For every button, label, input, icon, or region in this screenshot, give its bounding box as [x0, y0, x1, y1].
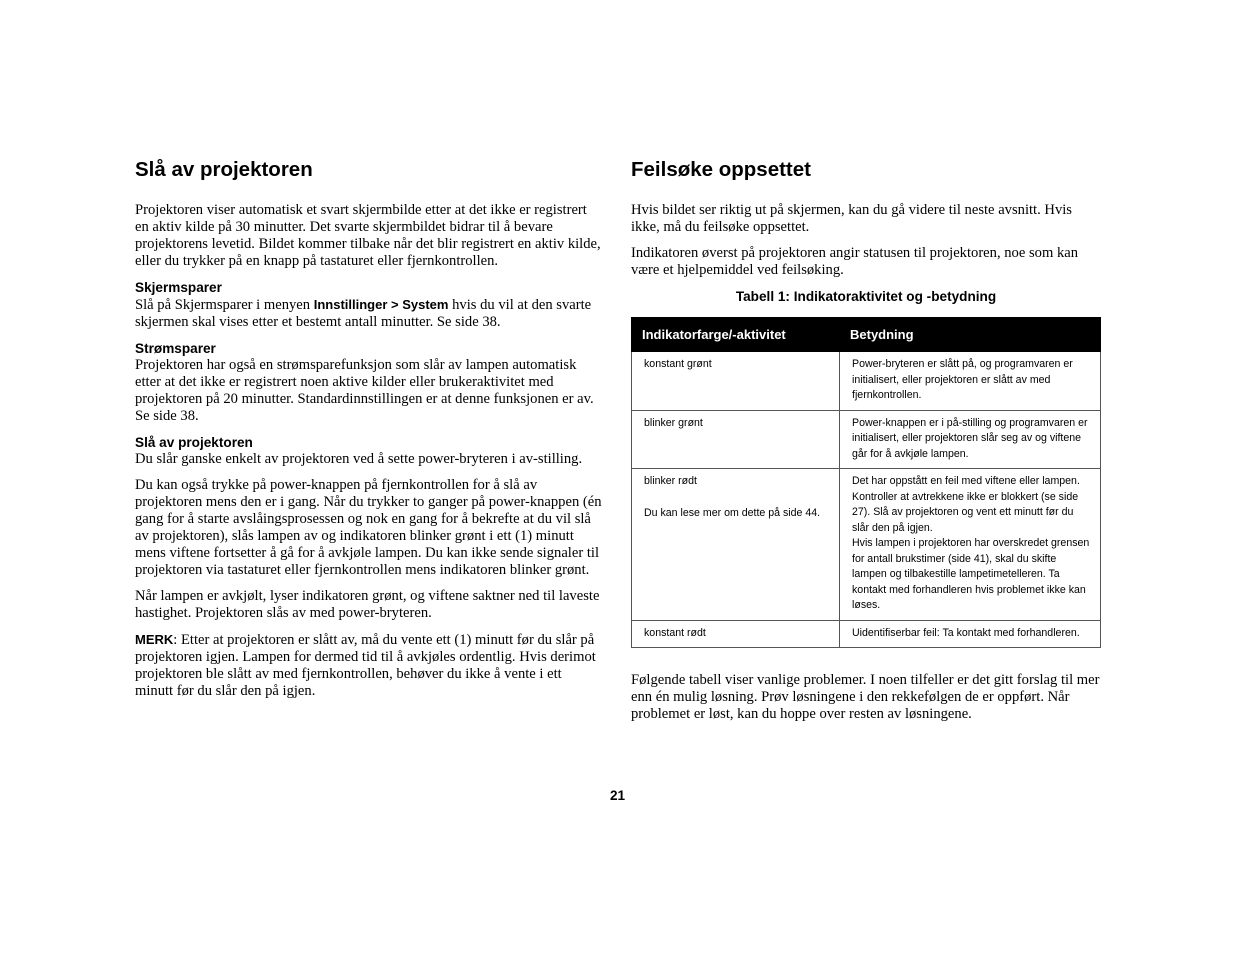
meaning-cell: Power-bryteren er slått på, og programvaren er initialisert, eller projektoren er slått av med fjernkontrollen. — [840, 352, 1101, 411]
table-row — [632, 469, 1101, 621]
table-row — [632, 620, 1101, 648]
shutdown-paragraph-1: Du slår ganske enkelt av projektoren ved å sette power-bryteren i av-stilling. — [135, 451, 583, 467]
troubleshoot-paragraph-3: Følgende tabell viser vanlige problemer. I noen tilfeller er det gitt forslag til mer enn én mulig løsning. Prøv løsningene i den rekkefølgen de er oppført. Når problemet er løst, kan du hoppe over resten av løsningene. — [631, 672, 1100, 722]
right-column — [631, 158, 1101, 723]
table-row — [632, 410, 1101, 469]
cell-spacer — [644, 490, 829, 506]
meaning-cell — [840, 469, 1101, 621]
indicator-cell — [632, 469, 840, 621]
troubleshoot-paragraph-1: Hvis bildet ser riktig ut på skjermen, kan du gå videre til neste avsnitt. Hvis ikke, må du feilsøke oppsettet. — [631, 202, 1072, 235]
indicator-label: blinker rødt — [644, 475, 697, 487]
table-row — [632, 352, 1101, 411]
meaning-cell: Uidentifiserbar feil: Ta kontakt med forhandleren. — [840, 620, 1101, 648]
left-column — [135, 158, 602, 700]
screensaver-text-post: hvis du vil at den svarte skjermen skal vises etter et bestemt antall minutter. Se side 38. — [135, 297, 592, 330]
meaning-text-2: Hvis lampen i projektoren har overskredet grensen for antall brukstimer (side 41), skal du skifte lampen og tilbakestille lampetimetelleren. Ta kontakt med forhandleren hvis problemet ikke kan løses. — [852, 537, 1090, 611]
note-paragraph — [135, 631, 602, 700]
indicator-note: Du kan lese mer om dette på side 44. — [644, 506, 821, 519]
screensaver-paragraph — [135, 296, 602, 331]
screensaver-heading: Skjermsparer — [135, 280, 222, 295]
powersave-paragraph: Projektoren har også en strømsparefunksjon som slår av lampen automatisk etter at det ikke er registrert noen aktive kilder eller brukeraktivitet med projektoren på 20 minutter. Standardinnstillingen er at denne funksjonen er av. Se side 38. — [135, 357, 594, 424]
meaning-text-1: Det har oppstått en feil med viftene eller lampen. Kontroller at avtrekkene ikke er blokkert (se side 27). Slå av projektoren og vent ett minutt før du slår den på igjen. — [852, 475, 1080, 534]
troubleshoot-paragraph-2: Indikatoren øverst på projektoren angir statusen til projektoren, noe som kan være et hjelpemiddel ved feilsøking. — [631, 245, 1079, 278]
note-text: : Etter at projektoren er slått av, må du vente ett (1) minutt før du slår på projektoren igjen. Lampen for dermed tid til å avkjøles ordentlig. Hvis derimot projektoren ble slått av med fjernkontrollen, behøver du ikke å vente i ett minutt før du slår den på igjen. — [135, 632, 596, 699]
indicator-cell: konstant grønt — [632, 352, 840, 411]
indicator-cell: konstant rødt — [632, 620, 840, 648]
screensaver-text-pre: Slå på Skjermsparer i menyen — [135, 297, 314, 313]
table-header-indicator: Indikatorfarge/-aktivitet — [632, 318, 840, 352]
indicator-table — [631, 317, 1101, 648]
section-title-troubleshoot: Feilsøke oppsettet — [631, 158, 811, 181]
shutdown-paragraph-3: Når lampen er avkjølt, lyser indikatoren grønt, og viftene saktner ned til laveste hastighet. Projektoren slås av med power-bryteren. — [135, 588, 600, 621]
table-header-row — [632, 318, 1101, 352]
menu-path: Innstillinger > System — [313, 297, 449, 312]
table-header-meaning: Betydning — [840, 318, 1101, 352]
intro-paragraph: Projektoren viser automatisk et svart skjermbilde etter at det ikke er registrert en aktiv kilde på 30 minutter. Det svarte skjermbildet bidrar til å bevare projektorens levetid. Bildet kommer tilbake når det blir registrert en aktiv kilde, eller du trykker på en knapp på tastaturet eller fjernkontrollen. — [135, 202, 601, 269]
powersave-heading: Strømsparer — [135, 341, 216, 356]
section-title-shutdown: Slå av projektoren — [135, 158, 313, 181]
page-number: 21 — [609, 788, 626, 803]
note-label: MERK — [135, 632, 174, 647]
shutdown-paragraph-2: Du kan også trykke på power-knappen på fjernkontrollen for å slå av projektoren mens den er i gang. Når du trykker to ganger på power-knappen (én gang for å starte avslåingsprosessen og nok en gang for å bekrefte at du vil slå av projektoren), slås lampen av og indikatoren blinker grønt i ett (1) minutt mens viftene fortsetter å gå for å avkjøle lampen. Du kan ikke sende signaler til projektoren via tastaturet eller fjernkontrollen mens indikatoren blinker grønt. — [135, 477, 602, 578]
shutdown-heading: Slå av projektoren — [135, 435, 253, 450]
table-caption: Tabell 1: Indikatoraktivitet og -betydning — [735, 289, 997, 304]
indicator-cell: blinker grønt — [632, 410, 840, 469]
meaning-cell: Power-knappen er i på-stilling og programvaren er initialisert, eller projektoren slår seg av og viftene går for å avkjøle lampen. — [840, 410, 1101, 469]
